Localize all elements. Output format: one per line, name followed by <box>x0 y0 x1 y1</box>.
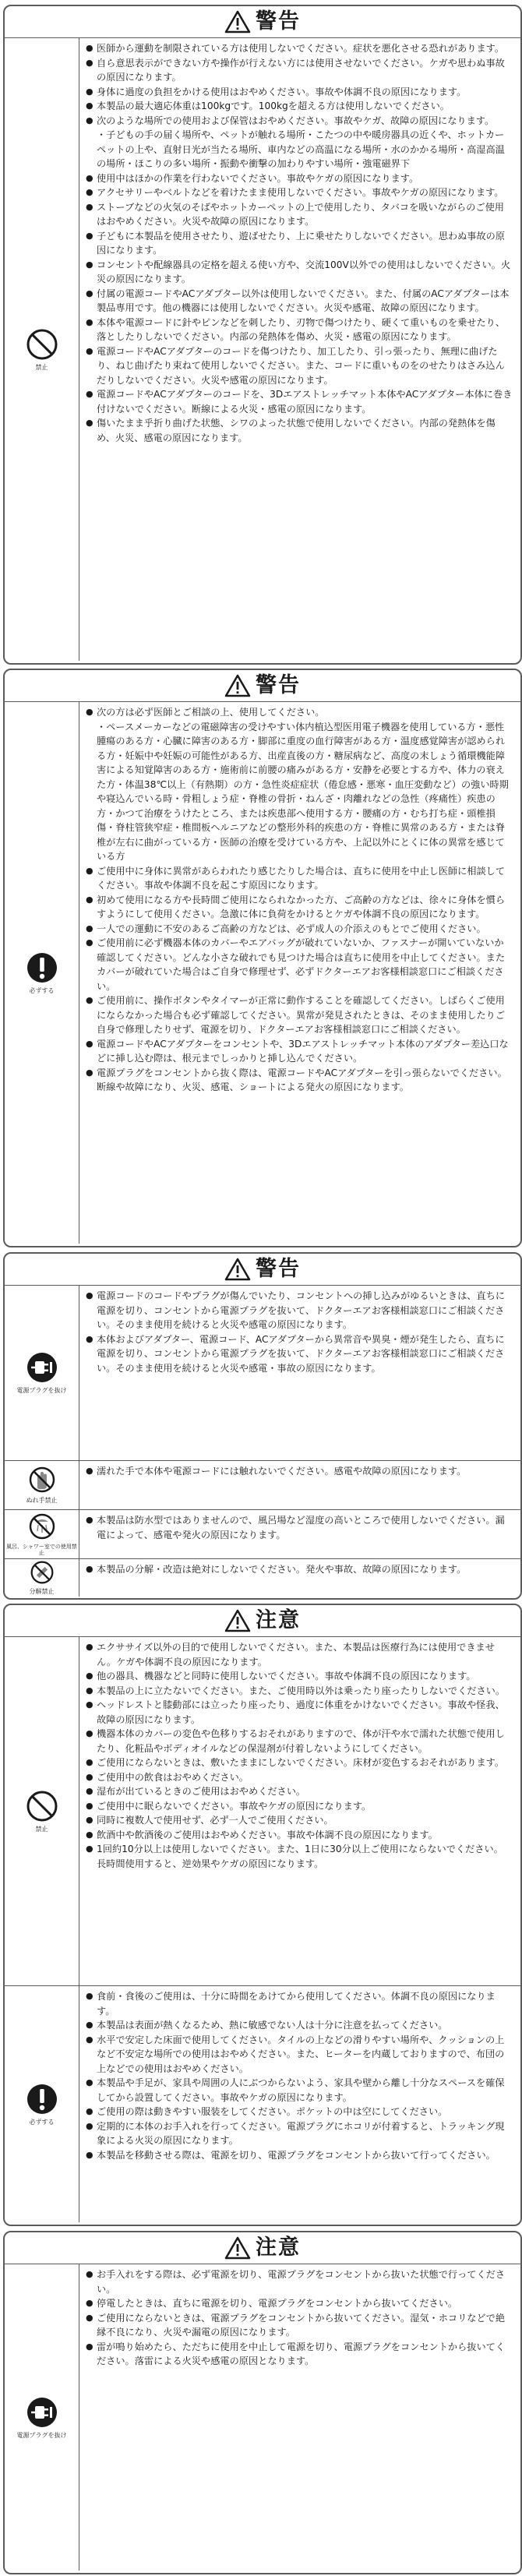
icon-label: ぬれ手禁止 <box>26 1497 58 1504</box>
icon-cell <box>5 1559 79 1597</box>
list-item: ● 電源コードやACアダプターのコードを、3Dエアストレッチマット本体やACアダプター本体に巻き付けないでください。断線による火災・感電の原因になります。 <box>86 387 513 416</box>
section-header <box>5 6 520 38</box>
list-item: ● 本製品の上に立たないでください。また、ご使用時以外は乗ったり座ったりしないでください。 <box>86 1684 513 1699</box>
list-item: ● 初めて使用になる方や長時間ご使用になられなかった方、ご高齢の方などは、徐々に身体を慣らすようにして使用ください。急激に体に負荷をかけるとケガや体調不良の原因になります。 <box>86 893 513 922</box>
list-item: ● ご使用にならないときは、敷いたままにしないでください。床材が変色するおそれがあります。 <box>86 1756 513 1770</box>
list-item: ● 水平で安定した床面で使用してください。タイルの上などの滑りやすい場所や、クッションの上など不安定な場所での使用はおやめください。また、ヒーターを内蔵しておりますので、布団の上などでの使用はおやめください。 <box>86 2033 513 2077</box>
mandatory-icon <box>26 951 58 984</box>
icon-cell <box>5 1461 79 1509</box>
section-header <box>5 1254 520 1286</box>
list-item: ● 電源コードのコードやプラグが傷んでいたり、コンセントへの挿し込みがゆるいときは、直ちに電源を切り、コンセントから電源プラグを抜いて、ドクターエアお客様相談窓口にご相談ください。そのまま使用を続けると火災や感電の原因になります。 <box>86 1289 513 1332</box>
list-item: ● 雷が鳴り始めたら、ただちに使用を中止して電源を切り、電源プラグをコンセントから抜いてください。落雷による火災や感電の原因となります。 <box>86 2340 513 2369</box>
icon-cell <box>5 38 79 661</box>
list-item: ● 定期的に本体のお手入れを行ってください。電源プラグにホコリが付着すると、トラッキング現象による火災の原因になります。 <box>86 2119 513 2148</box>
caution-section-1 <box>3 1604 522 2226</box>
icon-cell <box>5 1637 79 1985</box>
list-item: ● 次の方は必ず医師とご相談の上、使用してください。 <box>86 705 513 720</box>
warning-list <box>79 1510 520 1558</box>
disassembly-prohibited-icon <box>30 1560 55 1585</box>
section-title: 注意 <box>256 2235 301 2260</box>
unplug-row <box>5 2264 520 2571</box>
list-item: ● 飲酒中や飲酒後のご使用はおやめください。事故や体調不良の原因になります。 <box>86 1828 513 1843</box>
list-item: ● 他の器具、機器などと同時に使用しないでください。事故や体調不良の原因になります。 <box>86 1669 513 1684</box>
no-water-row <box>5 1509 520 1558</box>
list-item: ● 食前・食後のご使用は、十分に時間をあけてから使用してください。体調不良の原因になります。 <box>86 1989 513 2018</box>
unplug-icon <box>26 2396 58 2429</box>
caution-section-2 <box>3 2231 522 2574</box>
prohibited-icon <box>26 328 58 361</box>
icon-cell <box>5 2264 79 2571</box>
warning-triangle-icon <box>224 674 251 697</box>
warning-triangle-icon <box>224 1258 251 1281</box>
list-item: ● ヘッドレストと膝動部には立ったり座ったり、過度に体重をかけないでください。事故や怪我、故障の原因になります。 <box>86 1698 513 1727</box>
caution-triangle-icon <box>224 2236 251 2260</box>
list-item: ● 使用中はほかの作業を行わないでください。事故やケガの原因になります。 <box>86 171 513 186</box>
list-item: ● 次のような場所での使用および保管はおやめください。事故やケガ、故障の原因になります。 <box>86 114 513 129</box>
mandatory-row <box>5 702 520 1244</box>
icon-cell <box>5 1986 79 2222</box>
list-item: ● コンセントや配線器具の定格を超える使い方や、交流100V以外での使用はしないでください。火災の原因になります。 <box>86 258 513 287</box>
list-item: ● 1回約10分以上は使用しないでください。また、1日に30分以上ご使用にならないでください。長時間使用すると、逆効果やケガの原因になります。 <box>86 1842 513 1871</box>
warning-list <box>79 702 520 1244</box>
warning-list <box>79 38 520 661</box>
list-item: ● 本製品を移動させる際は、電源を切り、電源プラグをコンセントから抜いて行ってください。 <box>86 2148 513 2163</box>
list-item: ● アクセサリーやベルトなどを着けたまま使用しないでください。事故やケガの原因になります。 <box>86 185 513 200</box>
list-item: ● ご使用にならないときは、電源プラグをコンセントから抜いてください。湿気・ホコリなどで絶縁不良になり、火災や漏電の原因になります。 <box>86 2311 513 2340</box>
list-item: ● 同時に複数人で使用せず、必ず一人でご使用ください。 <box>86 1813 513 1828</box>
list-item: ● エクササイズ以外の目的で使用しないでください。また、本製品は医療行為には使用できません。ケガや体調不良の原因になります。 <box>86 1640 513 1669</box>
list-item: ● 本体およびアダプター、電源コード、ACアダプターから異常音や異臭・煙が発生したら、直ちに電源を切り、コンセントから電源プラグを抜いて、ドクターエアお客様相談窓口にご相談ください。そのまま使用を続けると火災や感電・事故の原因になります。 <box>86 1332 513 1376</box>
list-item: ● 電源コードやACアダプターをコンセントや、3Dエアストレッチマット本体のアダプター差込口などに挿し込む際は、根元までしっかりと挿し込んでください。 <box>86 1037 513 1066</box>
unplug-row <box>5 1286 520 1460</box>
icon-label: 風呂、シャワー室での使用禁止 <box>6 1544 77 1556</box>
list-item: ● 本製品の最大適応体重は100kgです。100kgを超える方は使用しないでください。 <box>86 99 513 114</box>
list-item: ● 付属の電源コードやACアダプター以外は使用しないでください。また、付属のACアダプターは本製品専用です。他の機器には使用しないでください。火災や感電、故障の原因になります。 <box>86 287 513 316</box>
no-disassembly-row <box>5 1558 520 1597</box>
icon-label: 必ずする <box>29 986 55 994</box>
list-item: ● 濡れた手で本体や電源コードには触れないでください。感電や故障の原因になります。 <box>86 1464 513 1479</box>
list-item: ● ストーブなどの火気のそばやホットカーペットの上で使用したり、タバコを吸いながらのご使用はおやめください。火災や故障の原因になります。 <box>86 200 513 229</box>
wet-hands-row <box>5 1460 520 1509</box>
wet-hands-prohibited-icon <box>28 1466 56 1494</box>
caution-list <box>79 1637 520 1985</box>
list-item: ● ご使用前に、操作ボタンやタイマーが正常に動作することを確認してください。しばらくご使用にならなかった場合も必ず確認してください。異常が発見されたときは、そのまま使用したりご自身で修理したりせず、電源を切り、ドクターエアお客様相談窓口にご相談ください。 <box>86 993 513 1037</box>
caution-triangle-icon <box>224 1609 251 1632</box>
sub-text: ・子どもの手の届く場所や、ペットが触れる場所・こたつの中や暖房器具の近くや、ホットカーペットの上や、直射日光が当たる場所、車内などの高温になる場所・水のかかる場所・高湿高温の場所・ほこりの多い場所・振動や衝撃の加わりやすい場所・強電磁界下 <box>97 129 505 169</box>
mandatory-icon <box>26 2083 58 2115</box>
list-item: ● 湿布が出ているときのご使用はおやめください。 <box>86 1784 513 1799</box>
warning-section-1 <box>3 5 522 665</box>
shower-prohibited-icon <box>28 1512 56 1540</box>
warning-list <box>79 1559 520 1597</box>
warning-list <box>79 1461 520 1509</box>
section-title: 警告 <box>256 9 301 34</box>
icon-label: 電源プラグを抜け <box>16 1387 67 1394</box>
list-item: ● 一人での運動に不安のあるご高齢の方などは、必ず成人の介添えのもとでご使用ください。 <box>86 922 513 937</box>
section-header <box>5 2232 520 2264</box>
list-item: ● 傷いたまま乎折り曲げた状態、シワのよった状態で使用しないでください。内部の発熱体を傷め、火災、感電の原因になります。 <box>86 416 513 445</box>
list-item: ● ご使用中に眠らないでください。事故やケガの原因になります。 <box>86 1799 513 1814</box>
list-item: ● ご使用前に必ず機器本体のカバーやエアバッグが破れていないか、ファスナーが開いていないか確認してください。どんな小さな破れでも見つけた場合は直ちに使用を中止してください。またカバーが破れていた場合はご自身で修理せず、必ずドクターエアお客様相談窓口にご相談ください。 <box>86 936 513 993</box>
warning-section-2 <box>3 669 522 1247</box>
warning-triangle-icon <box>224 10 251 34</box>
prohibited-row <box>5 1637 520 1985</box>
list-item: ● 機器本体のカバーの変色や色移りするおそれがありますので、体が汗や水で濡れた状態で使用したり、化粧品やボディオイルなどの保湿剤が付着しないようにしてください。 <box>86 1727 513 1756</box>
list-item: ● ご使用中に身体に異常があらわれたり感じたりした場合は、直ちに使用を中止し医師に相談してください。事故や体調不良を起こす原因になります。 <box>86 864 513 893</box>
unplug-icon <box>26 1351 58 1384</box>
list-item: ● お手入れをする際は、必ず電源を切り、電源プラグをコンセントから抜いた状態で行ってください。 <box>86 2267 513 2296</box>
icon-label: 分解禁止 <box>29 1588 55 1595</box>
list-item: ● 本体や電源コードに針やピンなどを刺したり、刃物で傷つけたり、硬くて重いものを乗せたり、落としたりしないでください。内部の発熱体を傷め、火災・感電の原因になります。 <box>86 316 513 344</box>
prohibited-row <box>5 38 520 661</box>
warning-list <box>79 1286 520 1460</box>
icon-cell <box>5 702 79 1244</box>
list-item: ● 医師から運動を制限されている方は使用しないでください。症状を悪化させる恐れがあります。 <box>86 41 513 56</box>
list-item: ● 本製品の分解・改造は絶対にしないでください。発火や事故、故障の原因になります。 <box>86 1562 513 1577</box>
warning-section-3 <box>3 1252 522 1600</box>
list-item: ● 本製品は表面が熱くなるため、熱に敏感でない人は十分に注意を払ってください。 <box>86 2018 513 2033</box>
icon-cell <box>5 1286 79 1460</box>
list-item: ● 電源プラグをコンセントから抜く際は、電源コードやACアダプターを引っ張らないでください。断線や故障になり、火災、感電、ショートによる発火の原因になります。 <box>86 1066 513 1095</box>
section-title: 警告 <box>256 1257 301 1281</box>
section-header <box>5 670 520 702</box>
list-item: ● ご使用の際は動きやすい服装をしてください。ポケットの中は空にしてください。 <box>86 2105 513 2119</box>
icon-label: 電源プラグを抜け <box>16 2431 67 2439</box>
list-item: ● ご使用中の飲食はおやめください。 <box>86 1770 513 1785</box>
section-title: 注意 <box>256 1608 301 1632</box>
list-item: ● 自ら意思表示ができない方や操作が行えない方には使用させないでください。ケガや思わぬ事故の原因になります。 <box>86 56 513 85</box>
caution-list <box>79 1986 520 2222</box>
list-item: ● 本製品や手足が、家具や周囲の人にぶつからないよう、家具や壁から離し十分なスペースを確保してから設置してください。事故やケガの原因になります。 <box>86 2076 513 2105</box>
list-item: ● 子どもに本製品を使用させたり、遊ばせたり、上に乗せたりしないでください。思わぬ事故の原因になります。 <box>86 229 513 258</box>
icon-label: 禁止 <box>35 1825 48 1833</box>
icon-label: 必ずする <box>29 2118 55 2126</box>
icon-label: 禁止 <box>35 363 48 371</box>
section-header <box>5 1605 520 1637</box>
icon-cell <box>5 1510 79 1558</box>
caution-list <box>79 2264 520 2571</box>
sub-text: ・ペースメーカーなどの電磁障害の受けやすい体内植込型医用電子機器を使用している方・悪性腫瘍のある方・心臓に障害のある方・脚部に重度の血行障害がある方・温度感覚障害が認められる方・妊娠中や妊娠の可能性がある方、出産直後の方・糖尿病など、高度の末しょう循環機能障害による知覚障害のある方・施術前に前腰の痛みがある方・安静を必要とする方や、体力の衰えた方・体温38℃以上（有熱期）の方・急性炎症症状（倦怠感・悪寒・血圧変動など）の強い時期や寝込んでいる時・骨粗しょう症・脊椎の骨折・ねんざ・肉離れなどの急性（疼痛性）疾患の方・かつて治療をうけたところ、または疾患部へ使用する方・腰痛の方・むち打ち症・頭椎損傷・脊柱管狭窄症・椎間板ヘルニアなどの整形外科的疾患の方・脊椎に異常のある方・または脊椎が左右に曲がっている方・医師の治療を受けている方や、上記以外にとくに体の異常を感じている方 <box>97 721 509 862</box>
list-item: ● 停電したときは、直ちに電源を切り、電源プラグをコンセントから抜いてください。 <box>86 2296 513 2311</box>
prohibited-icon <box>26 1790 58 1823</box>
list-item: ● 身体に過度の負担をかける使用はおやめください。事故や体調不良の原因になります。 <box>86 85 513 100</box>
section-title: 警告 <box>256 673 301 697</box>
mandatory-row <box>5 1985 520 2222</box>
list-item: ● 電源コードやACアダプターのコードを傷つけたり、加工したり、引っ張ったり、無理に曲げたり、ねじ曲げたり束ねて使用しないでください。また、コードに重いものをのせたりはさみ込んだりしないでください。火災や感電の原因になります。 <box>86 344 513 388</box>
list-item: ● 本製品は防水型ではありませんので、風呂場など湿度の高いところで使用しないでください。漏電によって、感電や発火の原因になります。 <box>86 1513 513 1542</box>
